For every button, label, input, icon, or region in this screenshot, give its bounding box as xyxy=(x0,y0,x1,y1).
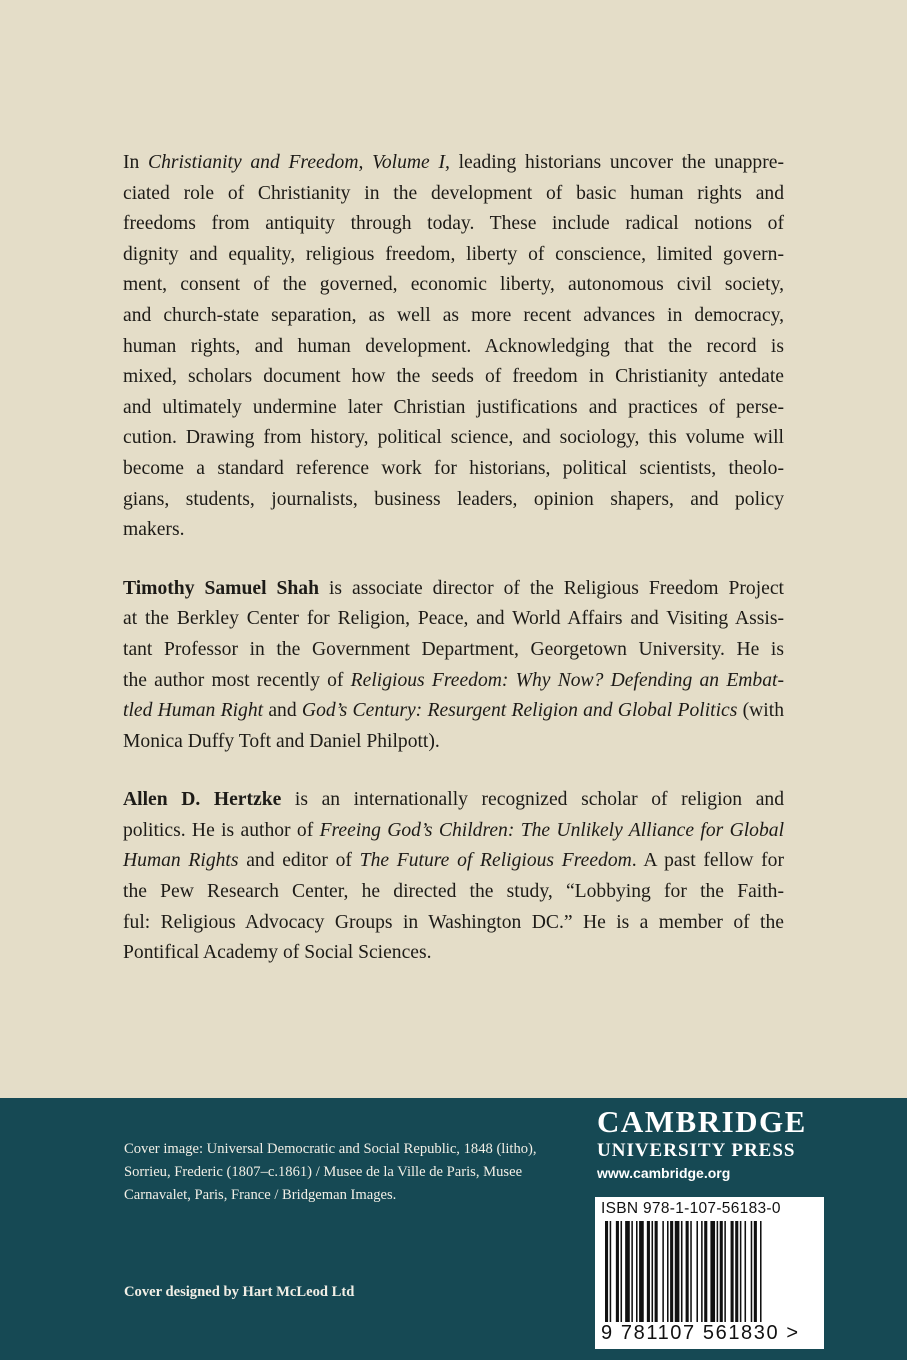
text-line xyxy=(123,423,784,454)
text-segment: cution. Drawing from history, political science, and sociology, this volume will xyxy=(123,427,784,449)
text-line xyxy=(123,393,784,424)
text-line xyxy=(123,179,784,210)
text-segment: the Pew Research Center, he directed the study, “Lobbying for the Faith- xyxy=(123,881,784,903)
text-segment: Pontifical Academy of Social Sciences. xyxy=(123,942,432,964)
barcode-bar xyxy=(731,1221,734,1331)
text-segment: ment, consent of the governed, economic liberty, autonomous civil society, xyxy=(123,274,784,296)
publisher-subtitle: UNIVERSITY PRESS xyxy=(597,1140,796,1161)
text-segment: is associate director of the Religious Freedom Project xyxy=(318,577,784,599)
text-line xyxy=(123,454,784,485)
text-segment: human rights, and human development. Acknowledging that the record is xyxy=(123,335,784,357)
barcode-bar xyxy=(652,1221,654,1331)
text-line xyxy=(123,908,784,939)
barcode xyxy=(595,1197,824,1349)
text-line xyxy=(123,301,784,332)
text-line xyxy=(123,877,784,908)
text-line xyxy=(123,332,784,363)
text-line xyxy=(123,148,784,179)
book-title: Religious Freedom: Why Now? Defending an Embat- xyxy=(350,669,784,691)
text-line xyxy=(123,846,784,877)
text-segment: and editor of xyxy=(238,850,360,872)
barcode-bar xyxy=(740,1221,742,1331)
barcode-bar xyxy=(704,1221,707,1331)
barcode-bar xyxy=(662,1221,664,1331)
text-segment: . A past fellow for xyxy=(631,850,784,872)
barcode-bar xyxy=(724,1221,726,1331)
barcode-bar xyxy=(710,1221,715,1331)
text-segment: gians, students, journalists, business leaders, opinion shapers, and policy xyxy=(123,488,784,510)
text-segment: freedoms from antiquity through today. These include radical notions of xyxy=(123,213,784,235)
text-line xyxy=(123,727,784,758)
barcode-bar xyxy=(754,1221,757,1331)
text-segment: at the Berkley Center for Religion, Peace, and World Affairs and Visiting Assis- xyxy=(123,608,784,630)
text-segment: is an internationally recognized scholar of religion and xyxy=(281,789,784,811)
author-bio-shah xyxy=(123,574,784,758)
text-line xyxy=(123,635,784,666)
text-segment: (with xyxy=(737,700,784,722)
publisher-logo xyxy=(597,1104,829,1183)
credit-line: Carnavalet, Paris, France / Bridgeman Images. xyxy=(124,1187,397,1203)
barcode-bar xyxy=(667,1221,669,1331)
text-line xyxy=(123,362,784,393)
author-bio-hertzke xyxy=(123,785,784,969)
barcode-bar xyxy=(621,1221,623,1331)
back-cover-text xyxy=(123,148,784,997)
book-title: The Future of Religious Freedom xyxy=(359,850,632,872)
barcode-bar xyxy=(720,1221,723,1331)
barcode-bar xyxy=(610,1221,612,1331)
barcode-bar xyxy=(675,1221,680,1331)
book-title: God’s Century: Resurgent Religion and Global Politics xyxy=(301,700,738,722)
text-segment: and ultimately undermine later Christian justifications and practices of perse- xyxy=(123,396,784,418)
cover-image-credit xyxy=(124,1138,584,1207)
barcode-bar xyxy=(686,1221,689,1331)
text-line xyxy=(123,209,784,240)
text-segment: the author most recently of xyxy=(123,669,351,691)
text-segment: Monica Duffy Toft and Daniel Philpott). xyxy=(123,730,440,752)
text-line xyxy=(123,240,784,271)
publisher-name: CAMBRIDGE xyxy=(597,1104,807,1139)
book-title: Christianity and Freedom, Volume I, xyxy=(148,152,450,173)
text-segment: and xyxy=(263,700,302,722)
footer-band xyxy=(0,1098,907,1360)
barcode-bar xyxy=(636,1221,638,1331)
barcode-bar xyxy=(690,1221,692,1331)
barcode-bars-icon xyxy=(603,1221,816,1333)
barcode-bar xyxy=(745,1221,747,1331)
barcode-bar xyxy=(717,1221,719,1331)
author-name: Allen D. Hertzke xyxy=(123,789,282,811)
book-title: Freeing God’s Children: The Unlikely Alliance for Global xyxy=(319,819,785,841)
text-line xyxy=(123,270,784,301)
barcode-bar xyxy=(655,1221,658,1331)
barcode-bar xyxy=(605,1221,608,1331)
text-segment: ciated role of Christianity in the development of basic human rights and xyxy=(123,182,784,204)
barcode-bar xyxy=(760,1221,762,1331)
book-description xyxy=(123,148,784,546)
barcode-bar xyxy=(670,1221,673,1331)
barcode-bar xyxy=(751,1221,753,1331)
text-segment: In xyxy=(123,152,149,173)
text-line xyxy=(123,696,784,727)
credit-line: Cover image: Universal Democratic and Social Republic, 1848 (litho), xyxy=(124,1141,537,1157)
barcode-bar xyxy=(616,1221,619,1331)
barcode-digits: 9 781107 561830 > xyxy=(601,1322,800,1344)
text-segment: politics. He is author of xyxy=(123,819,320,841)
text-segment: mixed, scholars document how the seeds of freedom in Christianity antedate xyxy=(123,366,784,388)
text-segment: become a standard reference work for historians, political scientists, theolo- xyxy=(123,457,784,479)
text-segment: leading historians uncover the unappre- xyxy=(449,152,784,173)
text-line xyxy=(123,515,784,546)
text-segment: tant Professor in the Government Department, Georgetown University. He is xyxy=(123,638,784,660)
barcode-bar xyxy=(696,1221,698,1331)
author-name: Timothy Samuel Shah xyxy=(123,577,319,599)
text-segment: makers. xyxy=(123,519,185,541)
text-segment: dignity and equality, religious freedom, liberty of conscience, limited govern- xyxy=(123,243,784,265)
text-segment: ful: Religious Advocacy Groups in Washington DC.” He is a member of the xyxy=(123,911,784,933)
text-line xyxy=(123,785,784,816)
barcode-bar xyxy=(647,1221,650,1331)
book-title: Human Rights xyxy=(123,850,239,872)
book-title: tled Human Right xyxy=(123,700,264,722)
barcode-bar xyxy=(735,1221,738,1331)
barcode-bar xyxy=(701,1221,703,1331)
text-segment: and church-state separation, as well as more recent advances in democracy, xyxy=(123,304,784,326)
text-line xyxy=(123,816,784,847)
credit-line: Sorrieu, Frederic (1807–c.1861) / Musee de la Ville de Paris, Musee xyxy=(124,1164,523,1180)
text-line xyxy=(123,938,784,969)
publisher-url: www.cambridge.org xyxy=(597,1165,731,1181)
text-line xyxy=(123,666,784,697)
barcode-bar xyxy=(681,1221,683,1331)
barcode-bar xyxy=(631,1221,633,1331)
barcode-bar xyxy=(639,1221,644,1331)
barcode-bar xyxy=(625,1221,630,1331)
text-line xyxy=(123,604,784,635)
cover-designer-credit: Cover designed by Hart McLeod Ltd xyxy=(124,1284,355,1300)
text-line xyxy=(123,574,784,605)
text-line xyxy=(123,485,784,516)
isbn-label: ISBN 978-1-107-56183-0 xyxy=(601,1200,781,1217)
